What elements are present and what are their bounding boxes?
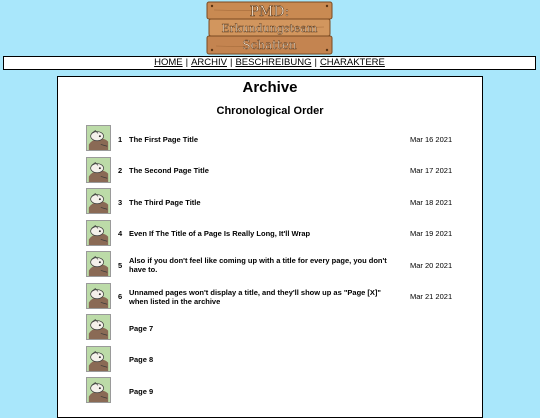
- page-number: [118, 314, 126, 342]
- page-thumbnail[interactable]: [86, 188, 111, 214]
- page-date: Mar 16 2021: [410, 134, 453, 144]
- page-number: 4: [118, 229, 123, 238]
- page-title: Archive: [242, 79, 298, 96]
- archive-row[interactable]: [58, 157, 482, 185]
- page-number: 3: [118, 197, 123, 207]
- page-number: 5: [118, 260, 123, 270]
- page-title-link[interactable]: Unnamed pages won't display a title, and they'll show up as "Page [X]" when listed in the archive: [129, 287, 381, 306]
- nav-separator: |: [185, 57, 189, 68]
- page-thumbnail[interactable]: [86, 157, 111, 183]
- page-thumbnail[interactable]: [86, 377, 111, 403]
- logo-line-1: PMD:: [249, 4, 290, 20]
- page-title-link[interactable]: The Second Page Title: [129, 166, 209, 175]
- page-thumbnail[interactable]: [86, 314, 111, 340]
- nav-link-archiv[interactable]: ARCHIV: [191, 57, 227, 68]
- page-date: Mar 18 2021: [410, 197, 453, 207]
- page-title-link[interactable]: The First Page Title: [129, 134, 199, 144]
- page-number: [118, 346, 126, 374]
- page-number: 2: [118, 166, 123, 175]
- page-title-link[interactable]: Page 7: [129, 323, 154, 333]
- page-number: 6: [118, 292, 123, 301]
- nav-link-beschreibung[interactable]: BESCHREIBUNG: [235, 57, 312, 68]
- page-thumbnail[interactable]: [86, 125, 111, 151]
- archive-row[interactable]: [58, 314, 482, 342]
- archive-row[interactable]: [58, 283, 482, 311]
- archive-row[interactable]: [58, 251, 482, 279]
- page-date: [410, 346, 470, 374]
- logo-line-2: Erkundungsteam: [221, 22, 318, 35]
- logo-line-3: Schatten: [242, 38, 297, 52]
- page-date: [410, 314, 470, 342]
- nav-separator: |: [314, 57, 317, 68]
- page-number: 1: [118, 134, 123, 144]
- nav-link-charaktere[interactable]: CHARAKTERE: [319, 57, 385, 68]
- page-thumbnail[interactable]: [86, 283, 111, 309]
- page-date: Mar 21 2021: [410, 292, 453, 301]
- page-title-link[interactable]: Page 9: [129, 386, 154, 396]
- page-date: Mar 17 2021: [410, 166, 453, 175]
- page-date: [410, 377, 470, 405]
- page-title-link[interactable]: Page 8: [129, 355, 154, 364]
- archive-row[interactable]: [58, 377, 482, 405]
- archive-row[interactable]: [58, 220, 482, 248]
- page-date: Mar 19 2021: [410, 229, 453, 238]
- main-navigation: [3, 56, 536, 70]
- page-date: Mar 20 2021: [410, 260, 453, 270]
- page-number: [118, 377, 126, 405]
- archive-row[interactable]: [58, 346, 482, 374]
- page-title-link[interactable]: The Third Page Title: [129, 197, 201, 207]
- page-thumbnail[interactable]: [86, 346, 111, 372]
- page-thumbnail[interactable]: [86, 251, 111, 277]
- nav-link-home[interactable]: HOME: [154, 57, 183, 68]
- page-title-link[interactable]: Even If The Title of a Page Is Really Long, It'll Wrap: [129, 229, 311, 238]
- archive-row[interactable]: [58, 125, 482, 153]
- archive-row[interactable]: [58, 188, 482, 216]
- page-title-link[interactable]: Also if you don't feel like coming up with a title for every page, you don't have to.: [129, 256, 387, 274]
- archive-panel: [57, 76, 483, 418]
- archive-subtitle: Chronological Order: [216, 105, 324, 117]
- nav-separator: |: [229, 57, 233, 68]
- site-logo[interactable]: [206, 0, 333, 56]
- page-thumbnail[interactable]: [86, 220, 111, 246]
